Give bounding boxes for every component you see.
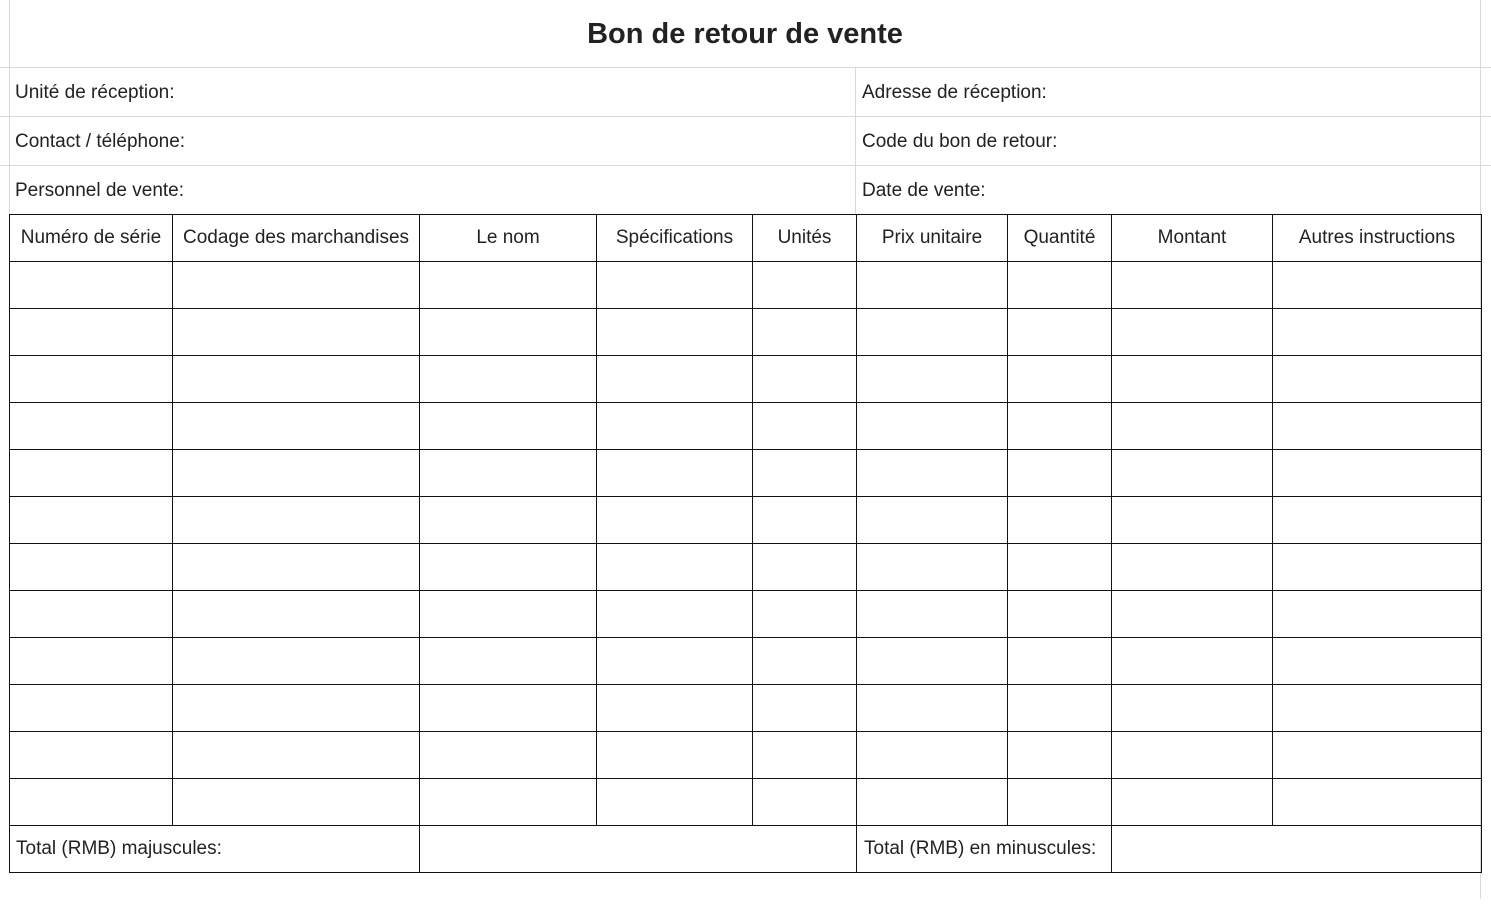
table-cell[interactable] — [1112, 403, 1273, 450]
table-cell[interactable] — [1273, 544, 1482, 591]
table-cell[interactable] — [597, 309, 753, 356]
table-cell[interactable] — [1112, 497, 1273, 544]
table-cell[interactable] — [1008, 685, 1112, 732]
table-cell[interactable] — [173, 638, 420, 685]
table-row — [10, 450, 1482, 497]
table-cell[interactable] — [753, 732, 857, 779]
table-header-row — [10, 215, 1482, 262]
table-cell[interactable] — [753, 779, 857, 826]
table-cell[interactable] — [173, 403, 420, 450]
table-cell[interactable] — [753, 262, 857, 309]
table-cell[interactable] — [1112, 591, 1273, 638]
sheet-gridline — [0, 165, 1491, 166]
total-lowercase-value-cell[interactable] — [1112, 826, 1482, 873]
table-cell[interactable] — [597, 262, 753, 309]
table-cell[interactable] — [10, 450, 173, 497]
table-cell[interactable] — [1008, 591, 1112, 638]
table-cell[interactable] — [857, 638, 1008, 685]
table-cell[interactable] — [10, 732, 173, 779]
table-cell[interactable] — [597, 497, 753, 544]
table-cell[interactable] — [753, 591, 857, 638]
table-cell[interactable] — [420, 685, 597, 732]
table-cell[interactable] — [10, 591, 173, 638]
table-cell[interactable] — [1112, 309, 1273, 356]
table-cell[interactable] — [420, 309, 597, 356]
table-cell[interactable] — [1008, 309, 1112, 356]
items-table — [9, 214, 1482, 873]
table-cell[interactable] — [173, 497, 420, 544]
table-cell[interactable] — [10, 356, 173, 403]
table-cell[interactable] — [753, 638, 857, 685]
form-title: Bon de retour de vente — [587, 17, 903, 50]
table-row — [10, 732, 1482, 779]
table-cell[interactable] — [1008, 638, 1112, 685]
column-header-units: Unités — [753, 215, 857, 262]
table-cell[interactable] — [857, 309, 1008, 356]
table-cell[interactable] — [753, 356, 857, 403]
table-cell[interactable] — [1273, 403, 1482, 450]
table-cell[interactable] — [420, 591, 597, 638]
table-cell[interactable] — [1273, 732, 1482, 779]
table-cell[interactable] — [1008, 497, 1112, 544]
table-cell[interactable] — [1273, 450, 1482, 497]
table-cell[interactable] — [597, 356, 753, 403]
table-cell[interactable] — [597, 685, 753, 732]
table-cell[interactable] — [420, 262, 597, 309]
table-cell[interactable] — [10, 685, 173, 732]
table-cell[interactable] — [1112, 779, 1273, 826]
table-cell[interactable] — [10, 638, 173, 685]
total-uppercase-value-cell[interactable] — [420, 826, 857, 873]
table-cell[interactable] — [1008, 403, 1112, 450]
table-cell[interactable] — [597, 544, 753, 591]
table-row — [10, 356, 1482, 403]
table-cell[interactable] — [1273, 638, 1482, 685]
totals-row — [10, 826, 1482, 873]
table-cell[interactable] — [597, 403, 753, 450]
table-cell[interactable] — [1008, 732, 1112, 779]
table-cell[interactable] — [10, 779, 173, 826]
table-cell[interactable] — [1273, 591, 1482, 638]
table-cell[interactable] — [1112, 544, 1273, 591]
table-cell[interactable] — [1112, 356, 1273, 403]
table-cell[interactable] — [857, 544, 1008, 591]
table-cell[interactable] — [1008, 544, 1112, 591]
sales-staff-field[interactable]: Personnel de vente: — [15, 179, 185, 201]
table-cell[interactable] — [420, 403, 597, 450]
table-row — [10, 403, 1482, 450]
table-cell[interactable] — [857, 732, 1008, 779]
table-cell[interactable] — [1112, 732, 1273, 779]
column-header-serial-number: Numéro de série — [10, 215, 173, 262]
table-row — [10, 591, 1482, 638]
table-cell[interactable] — [753, 450, 857, 497]
table-cell[interactable] — [753, 685, 857, 732]
column-header-amount: Montant — [1112, 215, 1273, 262]
table-cell[interactable] — [1273, 309, 1482, 356]
table-cell[interactable] — [597, 638, 753, 685]
table-cell[interactable] — [173, 262, 420, 309]
table-cell[interactable] — [753, 403, 857, 450]
table-cell[interactable] — [857, 591, 1008, 638]
table-cell[interactable] — [597, 732, 753, 779]
table-cell[interactable] — [597, 591, 753, 638]
table-row — [10, 779, 1482, 826]
table-row — [10, 638, 1482, 685]
table-body — [10, 262, 1482, 826]
table-cell[interactable] — [857, 450, 1008, 497]
table-row — [10, 497, 1482, 544]
table-cell[interactable] — [10, 544, 173, 591]
table-cell[interactable] — [1112, 262, 1273, 309]
table-cell[interactable] — [857, 685, 1008, 732]
table-cell[interactable] — [420, 732, 597, 779]
table-cell[interactable] — [1112, 638, 1273, 685]
table-cell[interactable] — [1273, 685, 1482, 732]
sheet-gridline — [855, 68, 856, 214]
table-cell[interactable] — [420, 356, 597, 403]
items-table-wrapper — [9, 214, 1481, 904]
table-row — [10, 309, 1482, 356]
table-cell[interactable] — [1008, 779, 1112, 826]
table-cell[interactable] — [857, 497, 1008, 544]
table-cell[interactable] — [753, 544, 857, 591]
table-cell[interactable] — [10, 403, 173, 450]
table-cell[interactable] — [420, 497, 597, 544]
table-cell[interactable] — [1112, 450, 1273, 497]
table-cell[interactable] — [1008, 356, 1112, 403]
column-header-unit-price: Prix unitaire — [857, 215, 1008, 262]
contact-phone-field[interactable]: Contact / téléphone: — [15, 130, 186, 152]
table-cell[interactable] — [173, 450, 420, 497]
table-cell[interactable] — [597, 779, 753, 826]
table-cell[interactable] — [173, 356, 420, 403]
column-header-quantity: Quantité — [1008, 215, 1112, 262]
column-header-goods-code: Codage des marchandises — [173, 215, 420, 262]
table-row — [10, 685, 1482, 732]
table-cell[interactable] — [420, 450, 597, 497]
table-cell[interactable] — [173, 309, 420, 356]
table-cell[interactable] — [1008, 262, 1112, 309]
table-cell[interactable] — [753, 497, 857, 544]
table-cell[interactable] — [10, 262, 173, 309]
table-cell[interactable] — [1273, 356, 1482, 403]
table-row — [10, 544, 1482, 591]
return-code-field[interactable]: Code du bon de retour: — [862, 130, 1058, 152]
column-header-specifications: Spécifications — [597, 215, 753, 262]
table-cell[interactable] — [857, 356, 1008, 403]
table-cell[interactable] — [420, 638, 597, 685]
table-cell[interactable] — [857, 262, 1008, 309]
table-cell[interactable] — [1273, 779, 1482, 826]
table-cell[interactable] — [420, 779, 597, 826]
table-cell[interactable] — [420, 544, 597, 591]
table-row — [10, 262, 1482, 309]
reception-address-field[interactable]: Adresse de réception: — [862, 81, 1047, 103]
sales-date-field[interactable]: Date de vente: — [862, 179, 986, 201]
table-cell[interactable] — [173, 732, 420, 779]
table-cell[interactable] — [857, 779, 1008, 826]
table-cell[interactable] — [1273, 497, 1482, 544]
table-cell[interactable] — [10, 497, 173, 544]
column-header-name: Le nom — [420, 215, 597, 262]
table-cell[interactable] — [597, 450, 753, 497]
table-cell[interactable] — [173, 591, 420, 638]
table-cell[interactable] — [753, 309, 857, 356]
table-cell[interactable] — [1008, 450, 1112, 497]
table-cell[interactable] — [173, 685, 420, 732]
table-cell[interactable] — [1112, 685, 1273, 732]
reception-unit-field[interactable]: Unité de réception: — [15, 81, 175, 103]
table-cell[interactable] — [857, 403, 1008, 450]
total-lowercase-label: Total (RMB) en minuscules: — [857, 826, 1112, 873]
table-cell[interactable] — [173, 544, 420, 591]
table-cell[interactable] — [173, 779, 420, 826]
column-header-other-instructions: Autres instructions — [1273, 215, 1482, 262]
sheet-gridline — [0, 116, 1491, 117]
table-cell[interactable] — [1273, 262, 1482, 309]
table-cell[interactable] — [10, 309, 173, 356]
total-uppercase-label: Total (RMB) majuscules: — [10, 826, 420, 873]
